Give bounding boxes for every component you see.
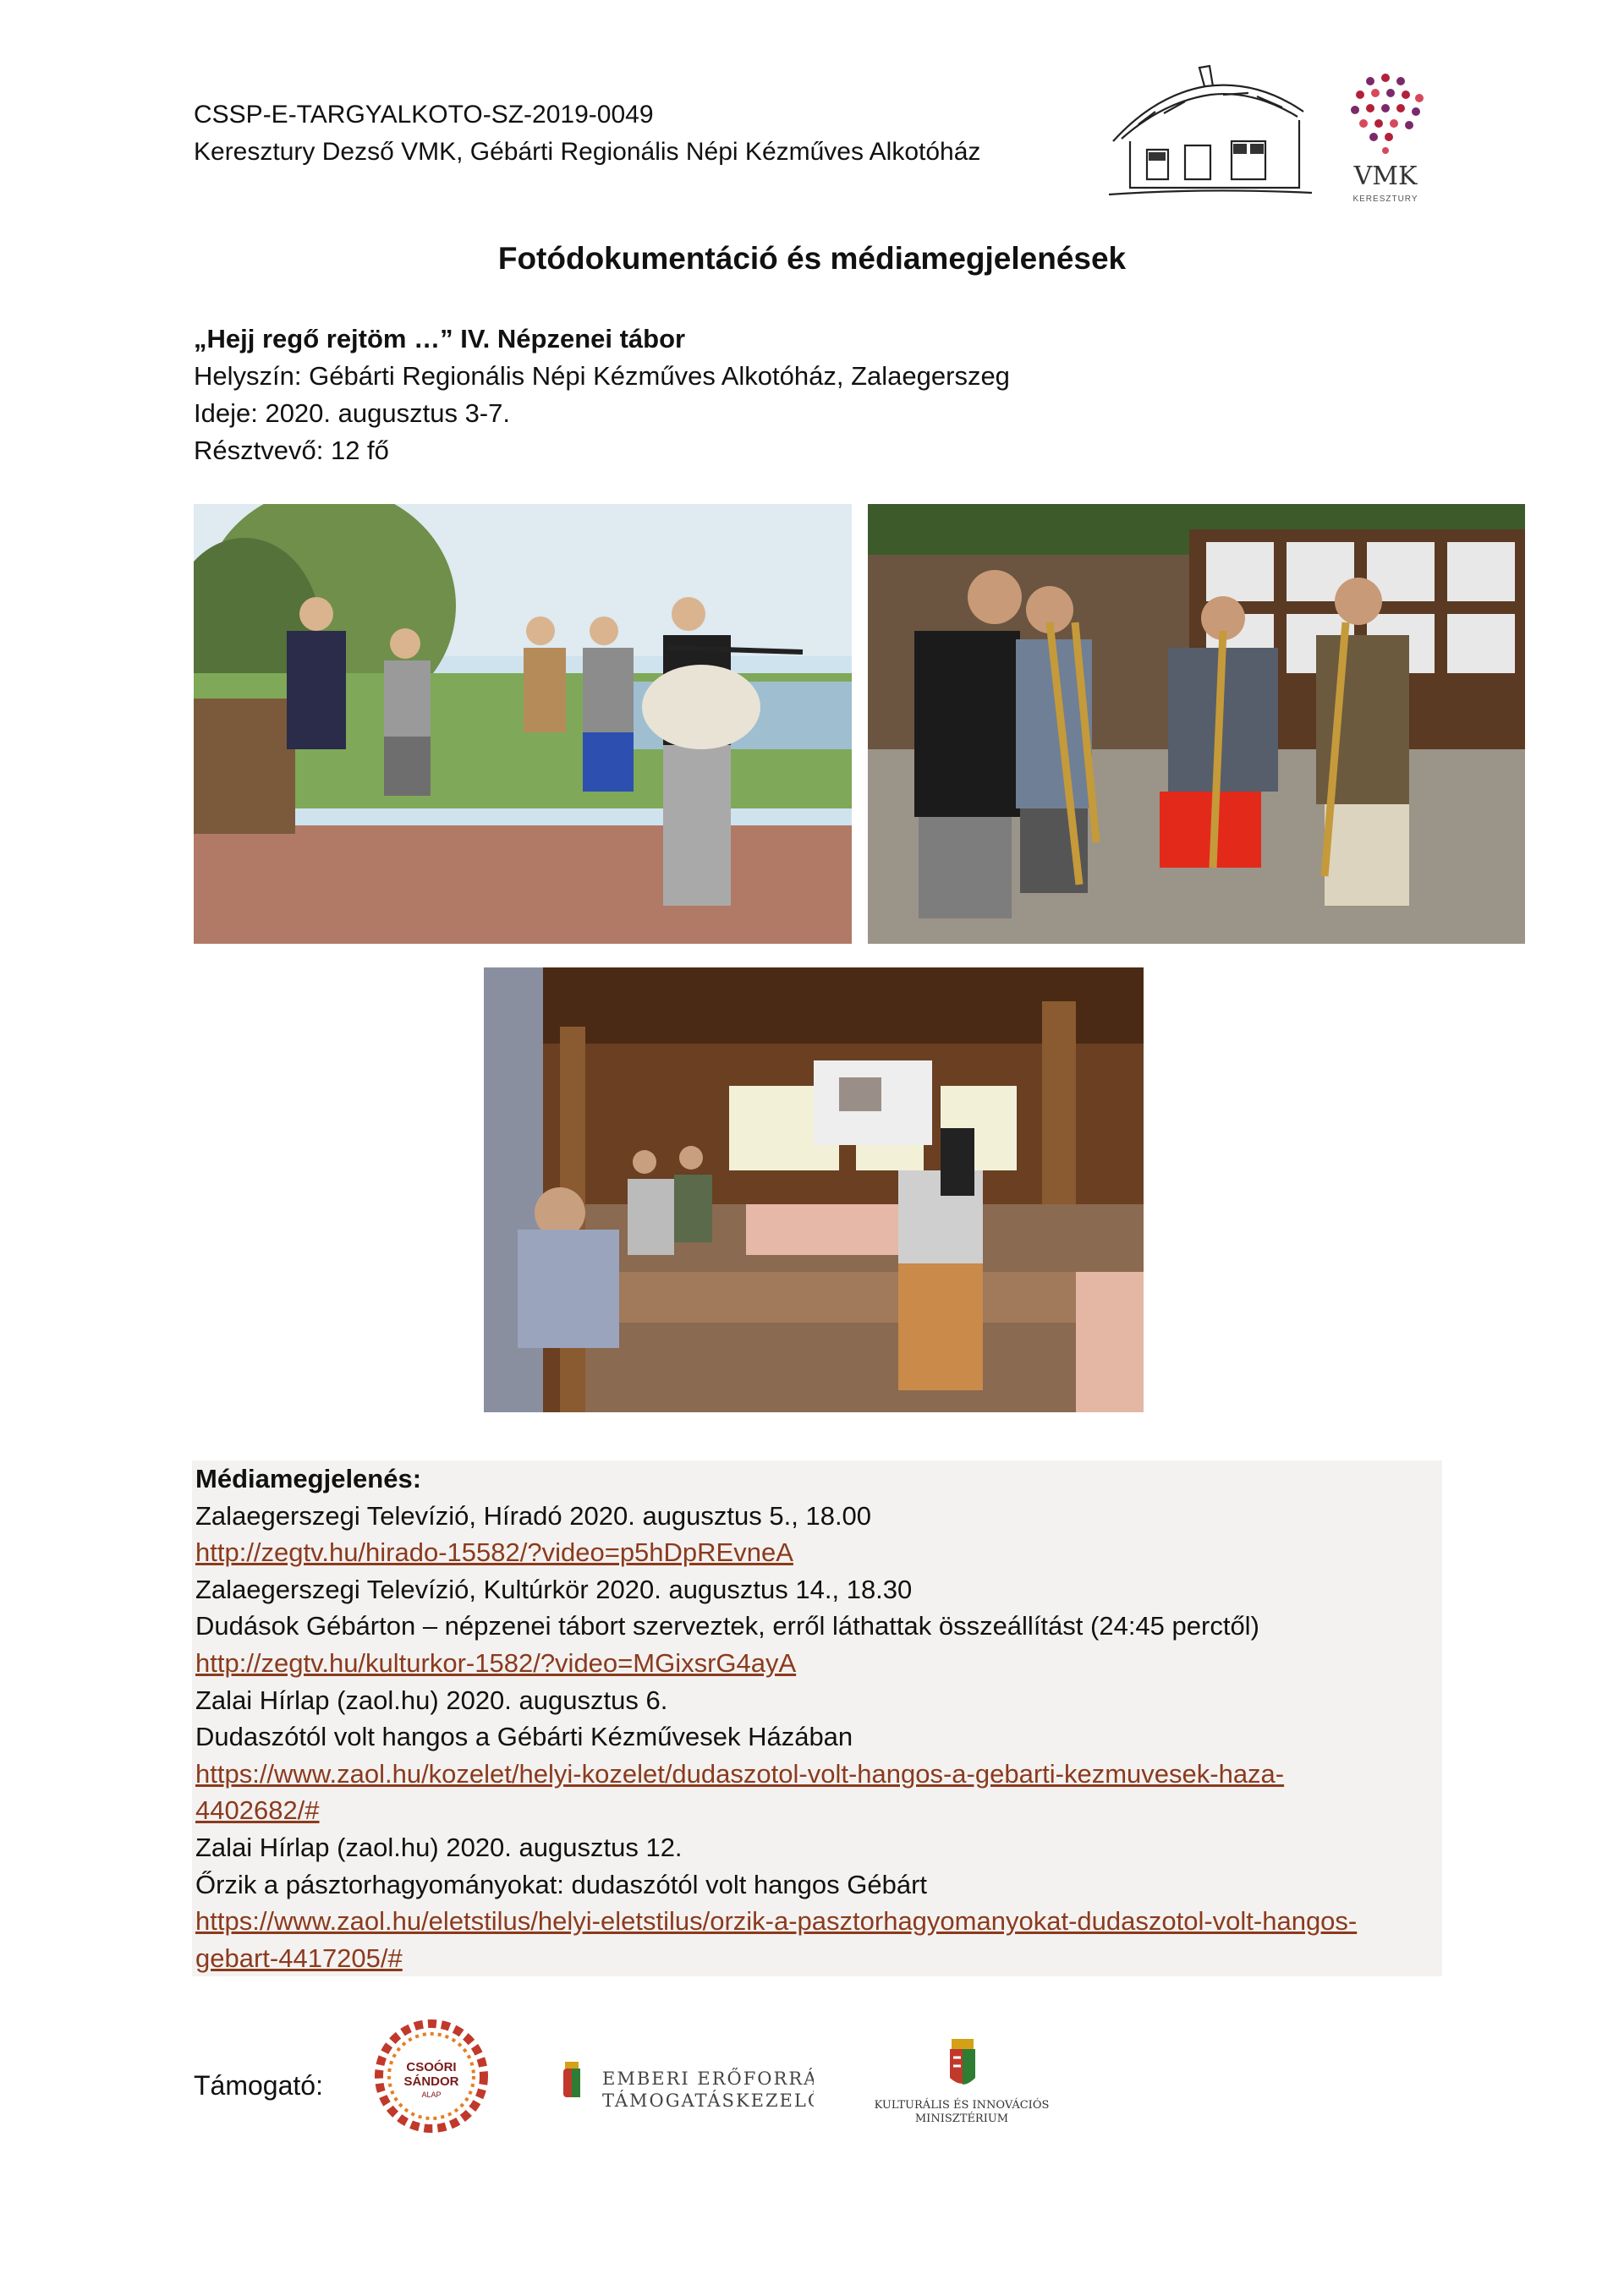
kim-text-2: MINISZTÉRIUM [914, 2112, 1009, 2125]
media-section [192, 1460, 1442, 1976]
event-name: „Hejj regő rejtöm …” IV. Népzenei tábor [194, 324, 686, 353]
emberi-eroforras-logo [560, 2057, 814, 2116]
media-link-4[interactable]: https://www.zaol.hu/eletstilus/helyi-eletstilus/orzik-a-pasztorhagyomanyokat-dudaszotol-volt-hangos-gebart-4417205/# [195, 1906, 1358, 1973]
vmk-logo-text: VMK [1353, 162, 1418, 191]
csoori-sandor-alap-logo [372, 2017, 491, 2135]
event-info [194, 321, 1010, 469]
csoori-text-2: SÁNDOR [403, 2074, 459, 2089]
project-code: CSSP-E-TARGYALKOTO-SZ-2019-0049 [194, 101, 654, 129]
photo-bagpipers-outdoors [194, 504, 852, 944]
event-date: Ideje: 2020. augusztus 3-7. [194, 398, 510, 428]
photo-indoor-presentation [484, 967, 1144, 1412]
media-source-1: Zalaegerszegi Televízió, Híradó 2020. augusztus 5., 18.00 [195, 1500, 872, 1531]
vmk-logo-subtext: KERESZTURY [1352, 195, 1418, 204]
media-description-2: Dudások Gébárton – népzenei tábort szerveztek, erről láthattak összeállítást (24:45 perctől) [195, 1611, 1259, 1641]
house-sketch-logo [1105, 61, 1316, 200]
kulturalis-innovacios-miniszterium-logo [867, 2034, 1057, 2131]
csoori-text-3: ALAP [421, 2091, 442, 2099]
coat-of-arms-icon [563, 2062, 580, 2097]
media-source-2: Zalaegerszegi Televízió, Kultúrkör 2020. augusztus 14., 18.30 [195, 1574, 913, 1604]
media-heading: Médiamegjelenés: [195, 1464, 422, 1493]
kim-text-1: KULTURÁLIS ÉS INNOVÁCIÓS [874, 2099, 1050, 2112]
photo-flute-players [868, 504, 1525, 944]
event-location: Helyszín: Gébárti Regionális Népi Kézműves Alkotóház, Zalaegerszeg [194, 361, 1010, 391]
media-link-1[interactable]: http://zegtv.hu/hirado-15582/?video=p5hDpREvneA [195, 1537, 793, 1568]
vmk-keresztury-logo [1336, 73, 1438, 208]
supporter-label: Támogató: [194, 2070, 323, 2101]
emet-text-2: TÁMOGATÁSKEZELŐ [602, 2091, 814, 2111]
csoori-text-1: CSOÓRI [406, 2060, 457, 2074]
media-source-3: Zalai Hírlap (zaol.hu) 2020. augusztus 6. [195, 1685, 668, 1715]
media-description-3: Dudaszótól volt hangos a Gébárti Kézművesek Házában [195, 1722, 853, 1752]
emet-text-1: EMBERI ERŐFORRÁS [602, 2069, 814, 2089]
page-title: Fotódokumentáció és médiamegjelenések [497, 241, 1127, 276]
media-description-4: Őrzik a pásztorhagyományokat: dudaszótól volt hangos Gébárt [195, 1869, 928, 1899]
organization-name: Keresztury Dezső VMK, Gébárti Regionális Népi Kézműves Alkotóház [194, 138, 981, 166]
media-link-2[interactable]: http://zegtv.hu/kulturkor-1582/?video=MGixsrG4ayA [195, 1647, 797, 1678]
coat-of-arms-icon [950, 2039, 975, 2085]
media-link-3[interactable]: https://www.zaol.hu/kozelet/helyi-kozelet/dudaszotol-volt-hangos-a-gebarti-kezmuvesek-haza-4402682/# [195, 1758, 1285, 1826]
event-participants: Résztvevő: 12 fő [194, 436, 389, 465]
media-source-4: Zalai Hírlap (zaol.hu) 2020. augusztus 12. [195, 1832, 683, 1862]
